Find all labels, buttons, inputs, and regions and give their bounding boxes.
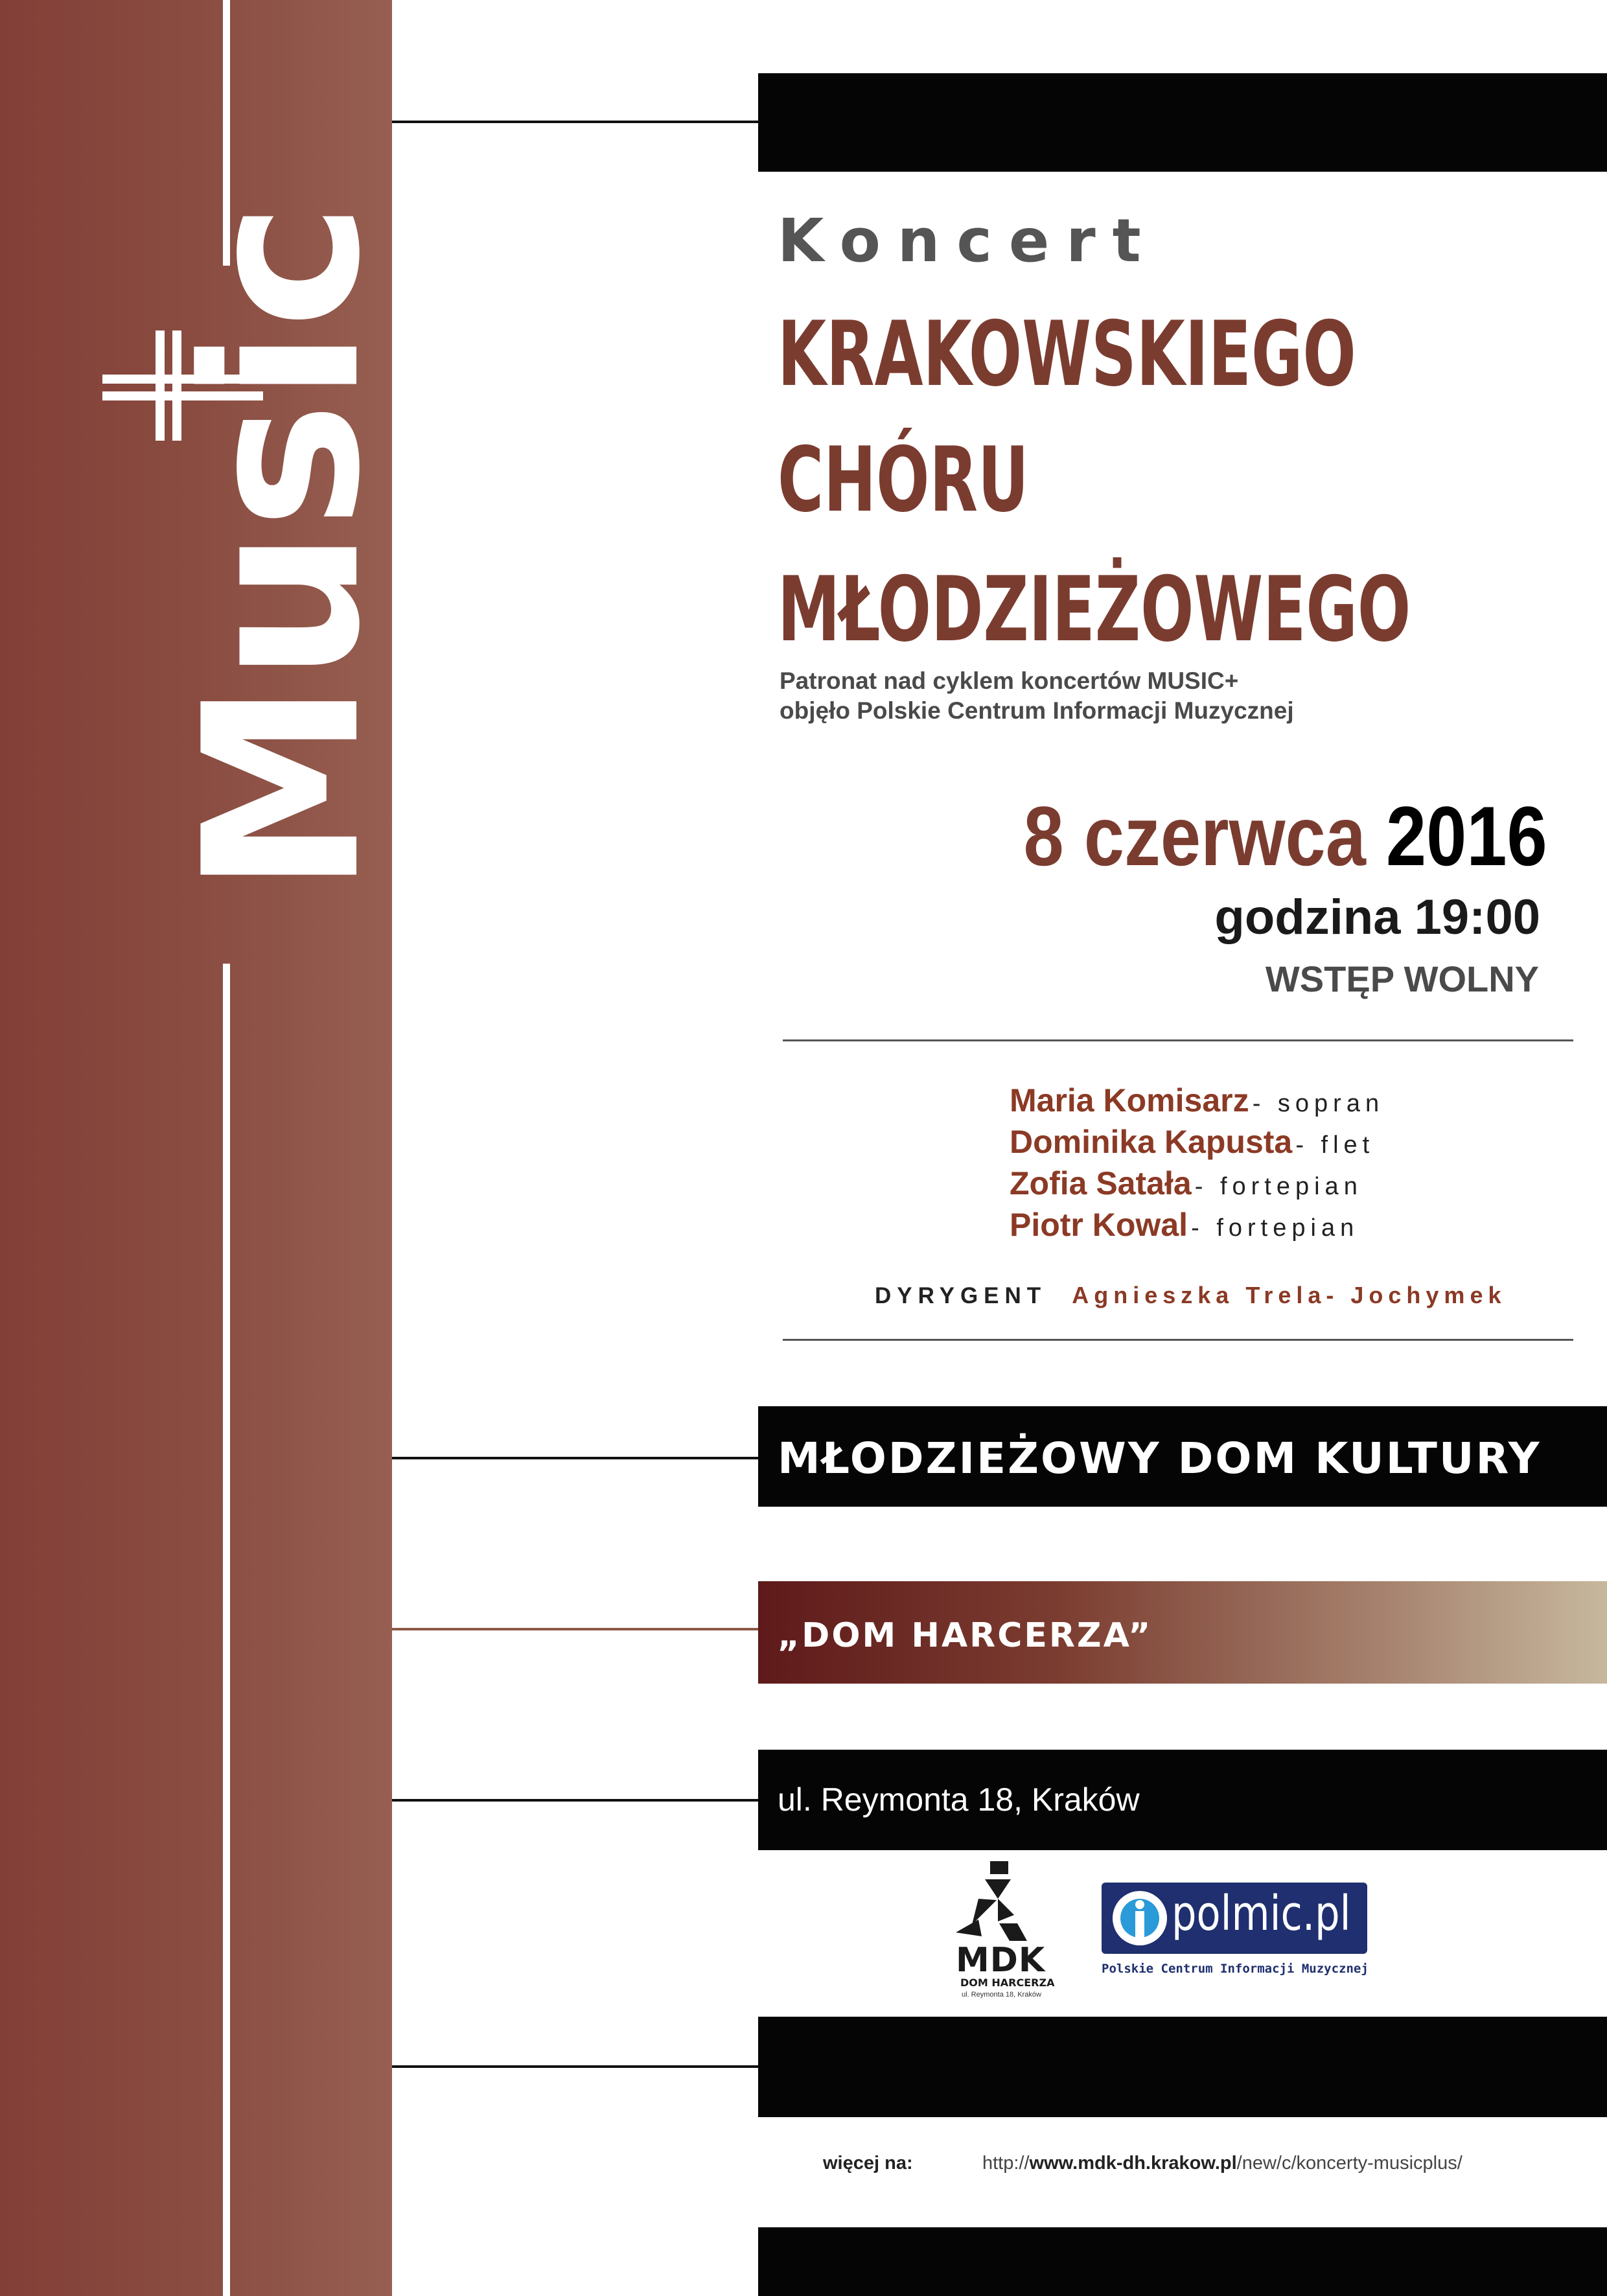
event-time: godzina 19:00 — [1214, 890, 1540, 945]
connector-line-4 — [392, 1799, 758, 1802]
performer-name: Zofia Satała — [1010, 1165, 1192, 1201]
music-plus-logo — [52, 202, 407, 907]
band-line-bottom — [223, 964, 230, 2296]
url-domain: www.mdk-dh.krakow.pl — [1029, 2153, 1237, 2174]
performer-row — [1010, 1167, 1363, 1200]
black-bar-top — [758, 73, 1607, 172]
performer-role: - sopran — [1252, 1090, 1385, 1117]
venue-address: ul. Reymonta 18, Kraków — [778, 1781, 1140, 1818]
conductor-row — [875, 1282, 1506, 1309]
polmic-circle-icon — [1109, 1888, 1171, 1949]
separator-bottom — [783, 1339, 1573, 1341]
url-path: /new/c/koncerty-musicplus/ — [1236, 2153, 1462, 2174]
connector-line-1 — [392, 121, 758, 123]
patronage-line-2: objęło Polskie Centrum Informacji Muzycznej — [780, 697, 1294, 724]
venue-name: MŁODZIEŻOWY DOM KULTURY — [778, 1433, 1542, 1483]
performer-name: Dominika Kapusta — [1010, 1124, 1293, 1160]
connector-line-3 — [392, 1628, 758, 1630]
performer-name: Maria Komisarz — [1010, 1082, 1249, 1119]
venue-subname: „DOM HARCERZA” — [778, 1616, 1153, 1655]
mdk-logo-subtitle: DOM HARCERZA — [960, 1977, 1055, 1989]
url-prefix: http:// — [982, 2153, 1030, 2174]
title-line-2: CHÓRU — [778, 428, 1029, 532]
performer-role: - flet — [1295, 1131, 1375, 1159]
performer-role: - fortepian — [1194, 1173, 1363, 1200]
performer-name: Piotr Kowal — [1010, 1207, 1188, 1243]
connector-line-2 — [392, 1457, 758, 1459]
more-info-link[interactable] — [982, 2153, 1462, 2174]
performer-row — [1010, 1209, 1359, 1241]
black-bar-lower — [758, 2017, 1607, 2117]
connector-line-5 — [392, 2065, 758, 2068]
music-logo-text: Music — [158, 202, 407, 894]
polmic-logo-name: polmic.pl — [1172, 1886, 1351, 1942]
mdk-logo-name: MDK — [956, 1941, 1046, 1980]
conductor-name: Agnieszka Trela- Jochymek — [1072, 1282, 1507, 1308]
more-info-label: więcej na: — [823, 2153, 913, 2174]
performer-row — [1010, 1084, 1384, 1117]
separator-top — [783, 1039, 1573, 1041]
event-date-year: 2016 — [1386, 789, 1547, 883]
title-line-3: MŁODZIEŻOWEGO — [778, 557, 1411, 662]
event-date — [1023, 789, 1547, 883]
black-bar-bottom — [758, 2227, 1607, 2296]
performer-row — [1010, 1126, 1374, 1158]
concert-label: Koncert — [778, 206, 1158, 275]
performer-role: - fortepian — [1191, 1214, 1359, 1242]
entry-info: WSTĘP WOLNY — [1265, 958, 1539, 999]
patronage-line-1: Patronat nad cyklem koncertów MUSIC+ — [780, 667, 1239, 694]
title-line-1: KRAKOWSKIEGO — [778, 302, 1356, 406]
polmic-logo-subtitle: Polskie Centrum Informacji Muzycznej — [1102, 1962, 1369, 1976]
event-date-day-month: 8 czerwca — [1023, 789, 1367, 883]
conductor-label: DYRYGENT — [875, 1283, 1047, 1308]
mdk-logo-address: ul. Reymonta 18, Kraków — [962, 1991, 1041, 1999]
